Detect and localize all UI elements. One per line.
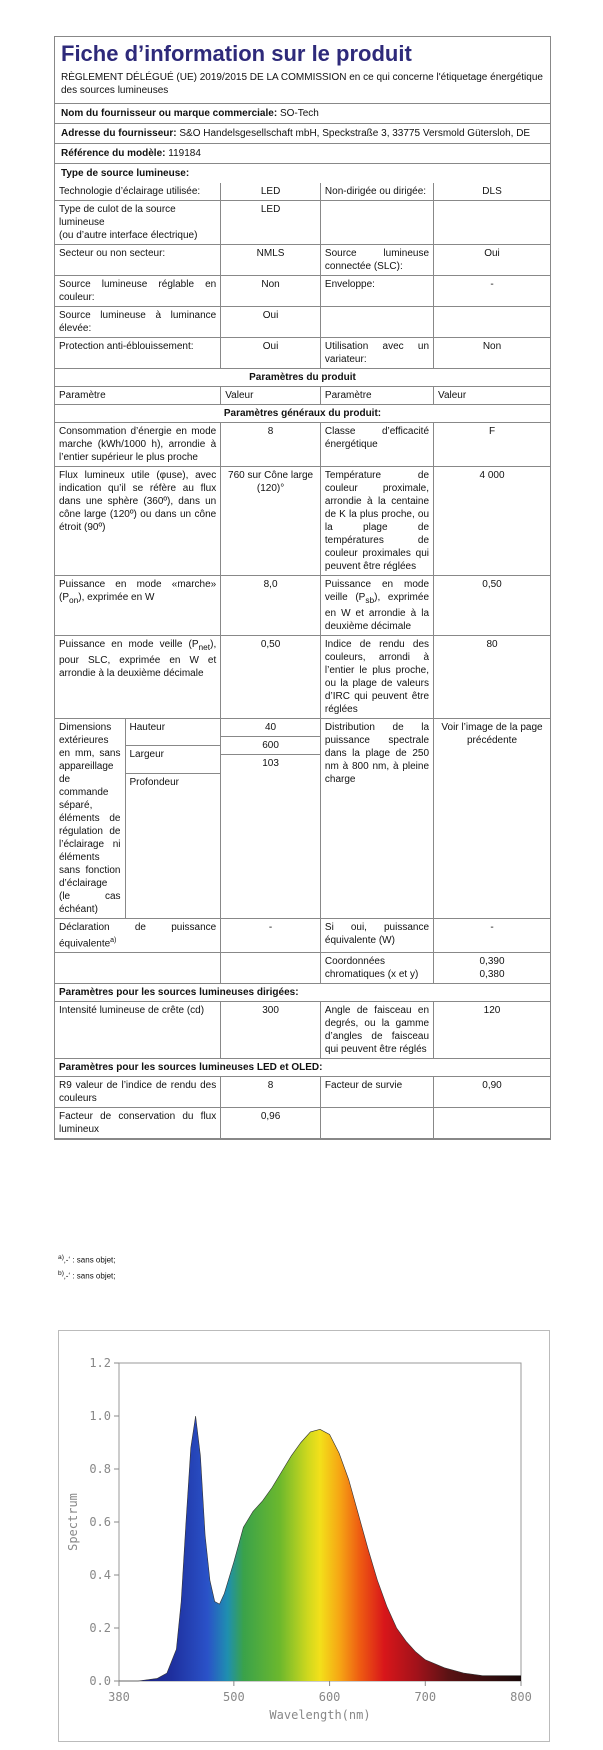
param-label: Distribution de la puissance spectrale dans la plage de 250 nm à 800 nm, à pleine charge bbox=[320, 719, 433, 919]
param-label: Indice de rendu des couleurs, arrondi à l’entier le plus proche, ou la plage de valeurs d’IRC qui peuvent être réglées bbox=[320, 636, 433, 719]
footnote-marker: a) bbox=[110, 937, 117, 944]
chroma-y: 0,380 bbox=[479, 969, 505, 981]
type-label: Protection anti-éblouissement: bbox=[55, 338, 221, 369]
product-table bbox=[55, 183, 550, 1139]
type-label: Source lumineuse connectée (SLC): bbox=[320, 245, 433, 276]
label-part: Déclaration de puissance équivalente bbox=[59, 922, 217, 950]
directed-header: Paramètres pour les sources lumineuses dirigées: bbox=[55, 984, 550, 1002]
label-part: Puissance en mode «marche» (P bbox=[59, 579, 217, 603]
type-value: - bbox=[434, 276, 550, 307]
type-row bbox=[55, 183, 550, 201]
y-tick-label: 1.0 bbox=[89, 1409, 111, 1423]
empty-cell bbox=[434, 1108, 550, 1139]
supplier-value: SO-Tech bbox=[279, 108, 319, 119]
type-label bbox=[320, 201, 433, 245]
type-value: LED bbox=[221, 201, 321, 245]
param-label bbox=[55, 576, 221, 636]
model-row bbox=[55, 144, 550, 164]
type-label: Non-dirigée ou dirigée: bbox=[320, 183, 433, 201]
type-value: DLS bbox=[434, 183, 550, 201]
type-value: Oui bbox=[221, 307, 321, 338]
dimensions-cell bbox=[55, 719, 221, 919]
param-value: 300 bbox=[221, 1002, 321, 1059]
product-information-sheet bbox=[54, 36, 551, 1140]
address-row bbox=[55, 124, 550, 144]
param-value: 760 sur Cône large (120)° bbox=[221, 467, 321, 576]
supplier-row bbox=[55, 104, 550, 124]
param-value: Voir l’image de la page précédente bbox=[434, 719, 550, 919]
dimension-value: 103 bbox=[262, 758, 279, 769]
type-value: Non bbox=[221, 276, 321, 307]
param-value: 0,96 bbox=[221, 1108, 321, 1139]
x-tick-label: 700 bbox=[414, 1690, 437, 1704]
footnote-text: ‚-‘ : sans objet; bbox=[63, 1255, 116, 1265]
param-value: 0,50 bbox=[434, 576, 550, 636]
type-label bbox=[320, 307, 433, 338]
y-tick-label: 0.6 bbox=[89, 1515, 111, 1529]
param-row bbox=[55, 1108, 550, 1139]
column-header: Paramètre bbox=[320, 387, 433, 405]
empty-cell bbox=[55, 953, 221, 984]
label-part: ), exprimée en W bbox=[78, 592, 155, 603]
type-value: LED bbox=[221, 183, 321, 201]
general-header-row bbox=[55, 405, 550, 423]
param-label: Flux lumineux utile (φuse), avec indication qu’il se réfère au flux dans une sphère (360º), dans un cône large (120º) ou dans un cône étroit (90º) bbox=[55, 467, 221, 576]
param-row bbox=[55, 576, 550, 636]
param-row bbox=[55, 953, 550, 984]
type-label: Secteur ou non secteur: bbox=[55, 245, 221, 276]
supplier-label: Nom du fournisseur ou marque commerciale: bbox=[61, 108, 278, 119]
param-row bbox=[55, 919, 550, 953]
led-header: Paramètres pour les sources lumineuses LED et OLED: bbox=[55, 1059, 550, 1077]
label-part: ), pour SLC, exprimée en W et arrondie à la deuxième décimale bbox=[59, 639, 217, 679]
dimension-name: Largeur bbox=[125, 746, 220, 774]
param-value: - bbox=[221, 919, 321, 953]
param-value: F bbox=[434, 423, 550, 467]
footnote-marker: b) bbox=[58, 1270, 64, 1277]
y-tick-label: 0.4 bbox=[89, 1568, 111, 1582]
label-part: ), exprimée en W et arrondie à la deuxième décimale bbox=[324, 592, 430, 632]
column-header: Valeur bbox=[221, 387, 321, 405]
spectrum-svg bbox=[59, 1331, 549, 1741]
spectrum-area bbox=[119, 1363, 521, 1681]
y-tick-label: 0.2 bbox=[89, 1621, 111, 1635]
regulation-subtitle: RÈGLEMENT DÉLÉGUÉ (UE) 2019/2015 DE LA COMMISSION en ce qui concerne l'étiquetage énergétique des sources lumineuses bbox=[55, 69, 550, 104]
type-row bbox=[55, 276, 550, 307]
param-label: Si oui, puissance équivalente (W) bbox=[320, 919, 433, 953]
param-label: Température de couleur proximale, arrondie à la centaine de K la plus proche, ou la plage de températures de couleur proximales qui peuvent être réglées bbox=[320, 467, 433, 576]
type-section-header: Type de source lumineuse: bbox=[61, 168, 190, 179]
label-subscript: on bbox=[69, 595, 79, 605]
footnote-marker: a) bbox=[58, 1254, 64, 1261]
param-label: Intensité lumineuse de crête (cd) bbox=[55, 1002, 221, 1059]
param-label bbox=[320, 576, 433, 636]
dimension-name: Profondeur bbox=[129, 777, 179, 788]
type-row bbox=[55, 201, 550, 245]
param-value: 0,50 bbox=[221, 636, 321, 719]
type-label: Utilisation avec un variateur: bbox=[320, 338, 433, 369]
y-axis-label: Spectrum bbox=[66, 1493, 80, 1551]
type-label bbox=[55, 201, 221, 245]
column-headers-row bbox=[55, 387, 550, 405]
param-label: Coordonnées chromatiques (x et y) bbox=[320, 953, 433, 984]
param-row bbox=[55, 636, 550, 719]
param-row bbox=[55, 719, 550, 919]
params-header-row bbox=[55, 369, 550, 387]
param-row bbox=[55, 467, 550, 576]
type-value bbox=[434, 307, 550, 338]
params-header: Paramètres du produit bbox=[55, 369, 550, 387]
x-axis-label: Wavelength(nm) bbox=[269, 1708, 371, 1722]
type-value: Oui bbox=[434, 245, 550, 276]
label-part: Puissance en mode veille (P bbox=[59, 639, 199, 650]
type-value: Oui bbox=[221, 338, 321, 369]
param-label: R9 valeur de l’indice de rendu des couleurs bbox=[55, 1077, 221, 1108]
footnote bbox=[58, 1254, 116, 1265]
param-value: 120 bbox=[434, 1002, 550, 1059]
type-value bbox=[434, 201, 550, 245]
empty-cell bbox=[221, 953, 321, 984]
model-value: 119184 bbox=[168, 148, 201, 159]
param-label bbox=[55, 636, 221, 719]
footnote bbox=[58, 1270, 116, 1281]
x-tick-label: 500 bbox=[223, 1690, 245, 1704]
x-tick-label: 380 bbox=[108, 1690, 130, 1704]
type-value: NMLS bbox=[221, 245, 321, 276]
dimensions-values bbox=[221, 719, 321, 919]
param-value: - bbox=[434, 919, 550, 953]
param-label: Classe d’efficacité énergétique bbox=[320, 423, 433, 467]
param-label: Facteur de conservation du flux lumineux bbox=[55, 1108, 221, 1139]
page-title: Fiche d’information sur le produit bbox=[61, 41, 412, 66]
type-label: Enveloppe: bbox=[320, 276, 433, 307]
param-value: 8 bbox=[221, 423, 321, 467]
type-value: Non bbox=[434, 338, 550, 369]
label-subscript: net bbox=[198, 642, 211, 652]
param-value: 8,0 bbox=[221, 576, 321, 636]
address-value: S&O Handelsgesellschaft mbH, Speckstraße 3, 33775 Versmold Gütersloh, DE bbox=[179, 128, 531, 139]
type-row bbox=[55, 307, 550, 338]
empty-cell bbox=[320, 1108, 433, 1139]
type-row bbox=[55, 245, 550, 276]
type-label-line: Type de culot de la source lumineuse bbox=[59, 204, 176, 228]
param-row bbox=[55, 1002, 550, 1059]
footnote-text: ‚-‘ : sans objet; bbox=[63, 1271, 116, 1281]
address-label: Adresse du fournisseur: bbox=[61, 128, 177, 139]
dimension-value: 40 bbox=[221, 719, 320, 737]
column-header: Valeur bbox=[434, 387, 550, 405]
type-label-line: (ou d’autre interface électrique) bbox=[59, 230, 198, 241]
y-tick-label: 0.8 bbox=[89, 1462, 111, 1476]
param-label: Facteur de survie bbox=[320, 1077, 433, 1108]
param-label: Angle de faisceau en degrés, ou la gamme d’angles de faisceau qui peuvent être réglés bbox=[320, 1002, 433, 1059]
x-tick-label: 600 bbox=[318, 1690, 341, 1704]
y-tick-label: 0.0 bbox=[89, 1674, 111, 1688]
dimension-name: Hauteur bbox=[125, 719, 220, 746]
param-value: 4 000 bbox=[434, 467, 550, 576]
label-part: Puissance en mode veille (P bbox=[324, 579, 430, 603]
param-row bbox=[55, 423, 550, 467]
type-row bbox=[55, 338, 550, 369]
directed-header-row bbox=[55, 984, 550, 1002]
type-label: Source lumineuse réglable en couleur: bbox=[55, 276, 221, 307]
dimensions-label: Dimensions extérieures en mm, sans appareillage de commande séparé, éléments de régulation de l’éclairage ni éléments sans fonction d’éclairage (le cas échéant) bbox=[55, 719, 125, 918]
spectrum-chart bbox=[58, 1330, 550, 1742]
model-label: Référence du modèle: bbox=[61, 148, 166, 159]
param-value: 0,90 bbox=[434, 1077, 550, 1108]
column-header: Paramètre bbox=[55, 387, 221, 405]
param-label: Consommation d’énergie en mode marche (kWh/1000 h), arrondie à l’entier supérieur le plus proche bbox=[55, 423, 221, 467]
param-value: 80 bbox=[434, 636, 550, 719]
chroma-x: 0,390 bbox=[479, 956, 505, 968]
y-tick-label: 1.2 bbox=[89, 1356, 111, 1370]
dimension-value: 600 bbox=[221, 737, 320, 755]
type-label: Technologie d’éclairage utilisée: bbox=[55, 183, 221, 201]
label-subscript: sb bbox=[365, 595, 375, 605]
x-tick-label: 800 bbox=[510, 1690, 532, 1704]
led-header-row bbox=[55, 1059, 550, 1077]
param-row bbox=[55, 1077, 550, 1108]
general-header: Paramètres généraux du produit: bbox=[55, 405, 550, 423]
param-value: 8 bbox=[221, 1077, 321, 1108]
param-label bbox=[55, 919, 221, 953]
type-label: Source lumineuse à luminance élevée: bbox=[55, 307, 221, 338]
param-value bbox=[434, 953, 550, 984]
